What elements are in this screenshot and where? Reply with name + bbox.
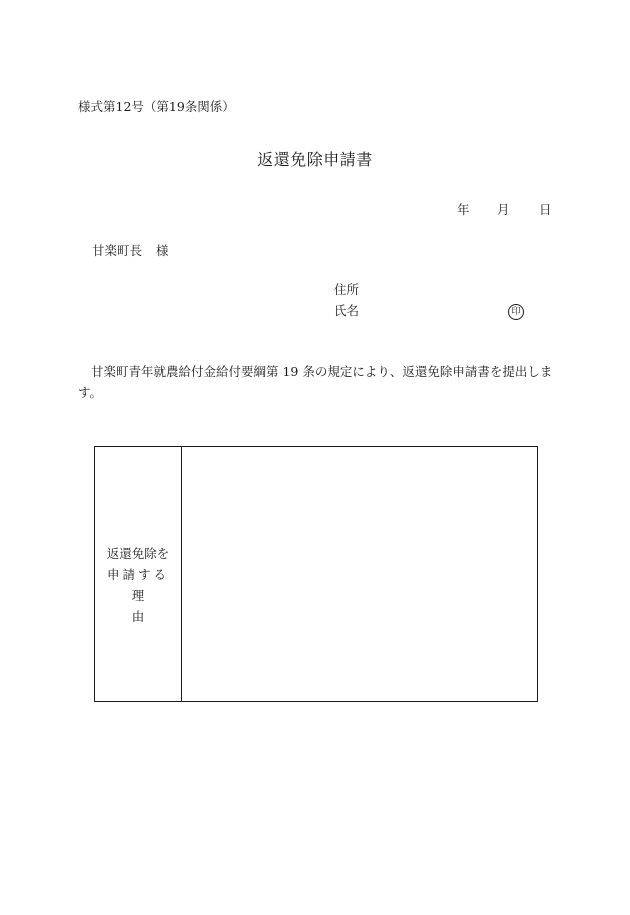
seal-mark: 印 bbox=[508, 304, 524, 320]
form-number: 様式第12号（第19条関係） bbox=[78, 99, 235, 114]
body-text: 甘楽町青年就農給付金給付要綱第 19 条の規定により、返還免除申請書を提出します。 bbox=[78, 364, 553, 400]
address-label: 住所 bbox=[334, 282, 360, 297]
reason-label-line2: 申請する bbox=[106, 567, 169, 582]
reason-label-line3: 理由 bbox=[131, 588, 177, 624]
date-day-label: 日 bbox=[539, 202, 552, 217]
date-month-label: 月 bbox=[497, 202, 510, 217]
recipient-name: 甘楽町長 bbox=[92, 243, 143, 258]
reason-table bbox=[94, 446, 538, 702]
recipient-honorific: 様 bbox=[156, 243, 169, 258]
reason-label bbox=[95, 543, 181, 627]
document-title: 返還免除申請書 bbox=[257, 150, 373, 169]
reason-content-field[interactable] bbox=[182, 447, 537, 701]
date-year-label: 年 bbox=[457, 202, 470, 217]
reason-label-line1: 返還免除を bbox=[106, 546, 170, 561]
name-label: 氏名 bbox=[334, 303, 360, 318]
recipient bbox=[92, 245, 169, 258]
